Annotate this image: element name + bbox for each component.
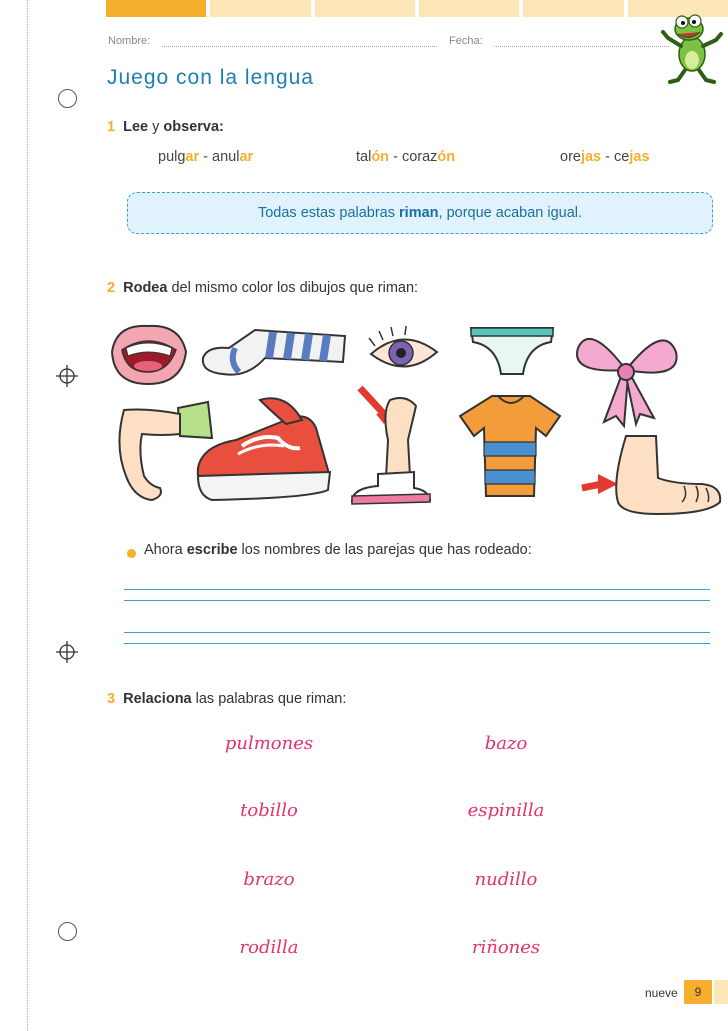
binder-hole xyxy=(58,922,77,941)
page-tab xyxy=(714,980,728,1004)
word-pair xyxy=(158,149,253,165)
verb-lee: Lee xyxy=(123,119,149,135)
exercise-number: 2 xyxy=(107,280,116,296)
rule-text xyxy=(128,205,712,221)
tab xyxy=(419,0,519,17)
rhyme-ending: jas xyxy=(580,149,602,165)
date-field[interactable] xyxy=(494,46,669,47)
tab xyxy=(315,0,415,17)
tab-active xyxy=(106,0,206,17)
mouth-image[interactable] xyxy=(108,318,188,390)
exercise-number: 3 xyxy=(107,691,116,707)
sub-post: los nombres de las parejas que has rodeado: xyxy=(237,542,532,558)
instruction-text: las palabras que riman: xyxy=(191,691,347,707)
tab xyxy=(210,0,310,17)
bullet-icon xyxy=(127,549,136,558)
rule-post: , porque acaban igual. xyxy=(438,205,583,221)
rhyme-ending: ón xyxy=(371,149,390,165)
word-root: coraz xyxy=(401,149,438,165)
foot-image[interactable] xyxy=(578,432,724,522)
separator: - xyxy=(389,149,402,165)
separator: - xyxy=(601,149,615,165)
rhyme-ending: ar xyxy=(239,149,254,165)
word-pair xyxy=(560,149,650,165)
match-word-left[interactable]: pulmones xyxy=(224,733,314,754)
rhyme-ending: ón xyxy=(437,149,456,165)
exercise-2-sub-instruction xyxy=(144,542,532,558)
top-tab-bar xyxy=(106,0,728,17)
word-root: ore xyxy=(560,149,581,165)
match-word-left[interactable]: tobillo xyxy=(240,800,298,821)
registration-mark-icon xyxy=(56,365,78,387)
registration-mark-icon xyxy=(56,641,78,663)
rule-pre: Todas estas palabras xyxy=(257,205,400,221)
exercise-number: 1 xyxy=(107,119,116,135)
exercise-2-instruction xyxy=(107,280,418,296)
frog-icon xyxy=(660,12,724,86)
verb-rodea: Rodea xyxy=(123,280,168,296)
word-pair xyxy=(356,149,455,165)
perforation-line xyxy=(27,0,28,1031)
separator: - xyxy=(199,149,213,165)
match-word-right[interactable]: riñones xyxy=(471,937,541,958)
writing-line[interactable] xyxy=(124,600,710,601)
exercise-3-instruction xyxy=(107,691,346,707)
word-root: pulg xyxy=(158,149,186,165)
rule-box xyxy=(127,192,713,234)
word-root: anul xyxy=(212,149,240,165)
match-word-right[interactable]: espinilla xyxy=(467,800,545,821)
sub-pre: Ahora xyxy=(144,542,187,558)
page-title: Juego con la lengua xyxy=(107,66,314,89)
binder-hole xyxy=(58,89,77,108)
shirt-image[interactable] xyxy=(458,392,564,500)
verb-escribe: escribe xyxy=(186,542,238,558)
eye-image[interactable] xyxy=(365,322,443,384)
name-field[interactable] xyxy=(162,46,437,47)
rule-bold: riman xyxy=(399,205,439,221)
writing-line[interactable] xyxy=(124,632,710,633)
date-label: Fecha: xyxy=(449,35,483,47)
match-word-right[interactable]: bazo xyxy=(484,733,528,754)
verb-relaciona: Relaciona xyxy=(123,691,192,707)
match-word-right[interactable]: nudillo xyxy=(474,869,538,890)
instruction-text: del mismo color los dibujos que riman: xyxy=(167,280,419,296)
sock-image[interactable] xyxy=(195,322,355,380)
bow-image[interactable] xyxy=(570,318,682,430)
match-word-left[interactable]: brazo xyxy=(243,869,295,890)
name-label: Nombre: xyxy=(108,35,151,47)
match-word-left[interactable]: rodilla xyxy=(239,937,299,958)
word-root: tal xyxy=(356,149,372,165)
verb-observa: observa: xyxy=(163,119,224,135)
writing-line[interactable] xyxy=(124,589,710,590)
page-word: nueve xyxy=(645,986,678,1000)
writing-line[interactable] xyxy=(124,643,710,644)
exercise-1-instruction xyxy=(107,119,224,135)
rhyme-ending: jas xyxy=(629,149,650,165)
word-root: ce xyxy=(614,149,630,165)
ankle-image[interactable] xyxy=(348,384,434,510)
connector: y xyxy=(148,119,164,135)
page-number: 9 xyxy=(684,980,712,1004)
tab xyxy=(523,0,623,17)
rhyme-ending: ar xyxy=(185,149,200,165)
underpants-image[interactable] xyxy=(467,322,557,382)
shoe-image[interactable] xyxy=(190,390,345,510)
